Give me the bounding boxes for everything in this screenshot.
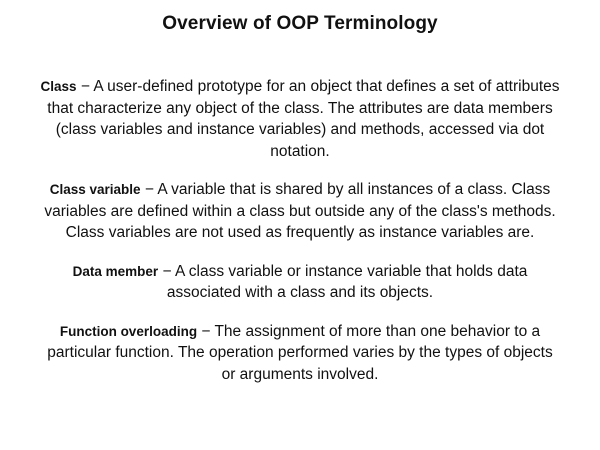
definition-function-overloading [40,321,560,386]
definition-text-function-overloading: The assignment of more than one behavior to a particular function. The operation performed varies by the types of objects or arguments involved. [47,322,553,383]
term-class-variable: Class variable [49,182,141,197]
definition-data-member [40,261,560,304]
definition-text-class: A user-defined prototype for an object that defines a set of attributes that characterize any object of the class. The attributes are data members (class variables and instance variables) and methods, accessed via dot notation. [47,78,560,160]
definition-class [40,76,560,162]
definition-class-variable [40,179,560,244]
definition-separator: − [158,262,175,280]
slide-title: Overview of OOP Terminology [162,13,438,34]
definition-separator: − [76,78,94,95]
term-data-member: Data member [72,263,159,279]
definition-text-data-member: A class variable or instance variable that holds data associated with a class and its objects. [166,262,528,301]
definition-list [40,76,560,402]
definition-separator: − [197,322,215,340]
term-function-overloading: Function overloading [59,323,198,339]
term-class: Class [40,79,77,94]
definition-separator: − [140,181,158,198]
definition-text-class-variable: A variable that is shared by all instances of a class. Class variables are defined within a class but outside any of the class's methods. Class variables are not used as frequently as instance variables are. [44,181,556,241]
